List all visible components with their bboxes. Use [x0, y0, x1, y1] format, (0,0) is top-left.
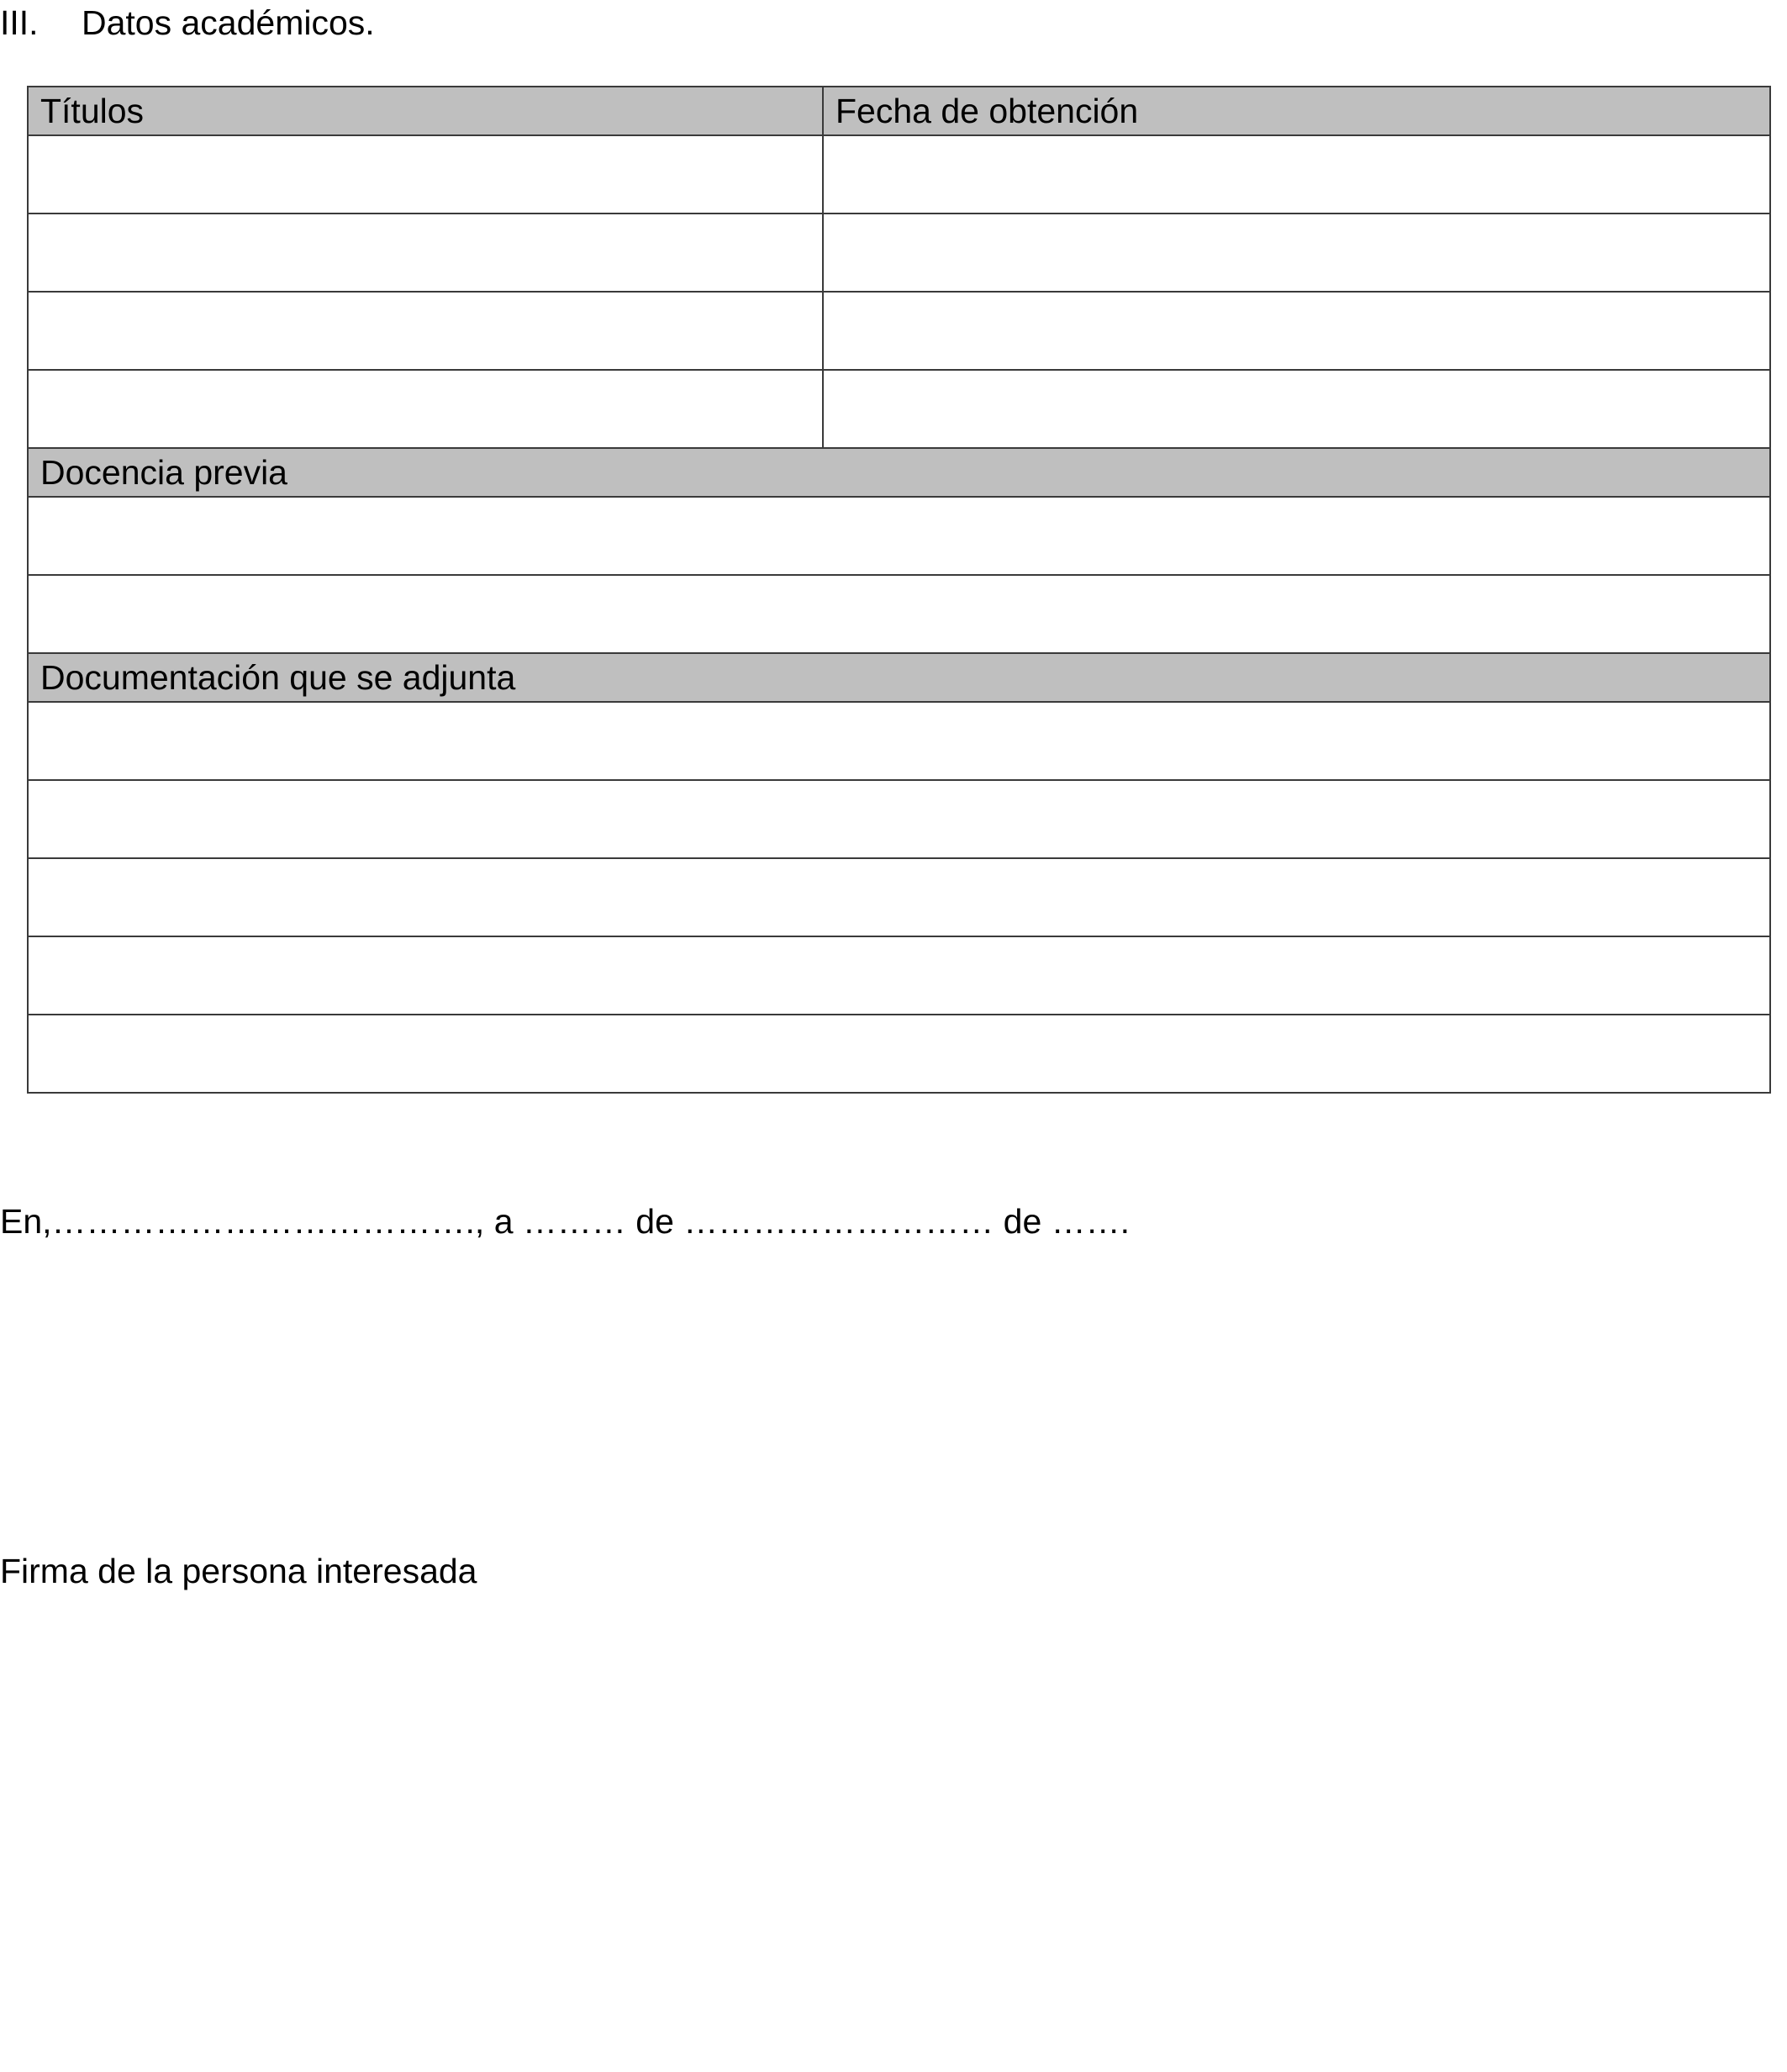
documentacion-cell[interactable]: [28, 702, 1770, 780]
titulos-header-row: [28, 87, 1770, 135]
documentacion-row: [28, 858, 1770, 936]
titulos-header: Títulos: [28, 87, 823, 135]
documentacion-row: [28, 780, 1770, 858]
titulo-row: [28, 292, 1770, 370]
documentacion-header: Documentación que se adjunta: [28, 653, 1770, 702]
fecha-cell[interactable]: [823, 292, 1770, 370]
signature-label: Firma de la persona interesada: [0, 1552, 477, 1590]
documentacion-cell[interactable]: [28, 858, 1770, 936]
docencia-cell[interactable]: [28, 497, 1770, 575]
section-number: III.: [0, 3, 39, 42]
documentacion-row: [28, 702, 1770, 780]
section-title: Datos académicos.: [82, 3, 375, 42]
academic-data-table: [27, 86, 1771, 1094]
documentacion-row: [28, 1015, 1770, 1093]
titulo-cell[interactable]: [28, 370, 823, 448]
docencia-row: [28, 575, 1770, 653]
titulo-row: [28, 214, 1770, 292]
titulo-cell[interactable]: [28, 292, 823, 370]
documentacion-row: [28, 936, 1770, 1015]
titulo-row: [28, 135, 1770, 214]
documentacion-cell[interactable]: [28, 780, 1770, 858]
fecha-obtencion-header: Fecha de obtención: [823, 87, 1770, 135]
documentacion-header-row: [28, 653, 1770, 702]
docencia-header-row: [28, 448, 1770, 497]
fecha-cell[interactable]: [823, 214, 1770, 292]
fecha-cell[interactable]: [823, 135, 1770, 214]
titulo-cell[interactable]: [28, 135, 823, 214]
documentacion-cell[interactable]: [28, 936, 1770, 1015]
docencia-previa-header: Docencia previa: [28, 448, 1770, 497]
documentacion-cell[interactable]: [28, 1015, 1770, 1093]
docencia-row: [28, 497, 1770, 575]
fecha-cell[interactable]: [823, 370, 1770, 448]
section-heading: [0, 0, 375, 45]
titulo-cell[interactable]: [28, 214, 823, 292]
place-date-line: En,………………………………., a ……… de ……………………… de …….: [0, 1202, 1131, 1241]
titulo-row: [28, 370, 1770, 448]
docencia-cell[interactable]: [28, 575, 1770, 653]
